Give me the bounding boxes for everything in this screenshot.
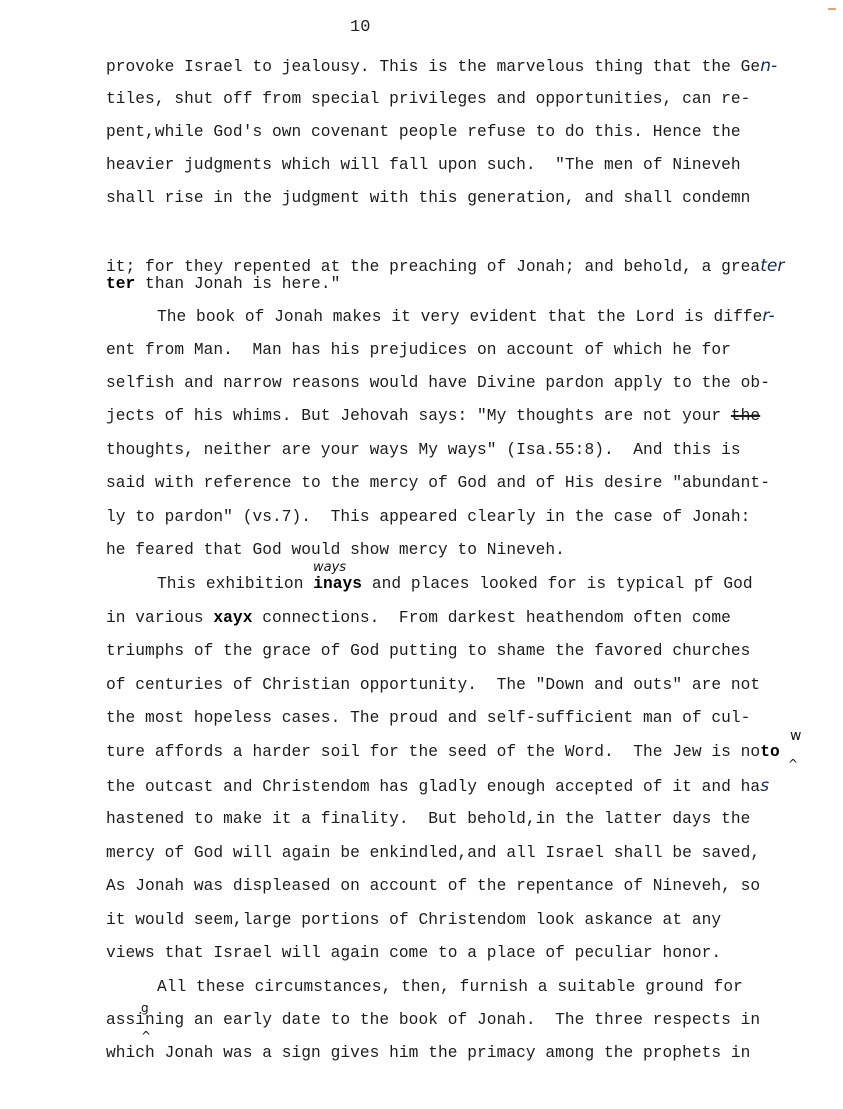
handwritten-insert-w: w	[790, 728, 802, 744]
text-line	[106, 56, 777, 77]
text-line	[106, 675, 760, 695]
typed-text: assining an early date to the book of Jonah. The three respects in	[106, 1011, 761, 1029]
text-line	[157, 574, 753, 594]
typed-text: The book of Jonah makes it very evident that the Lord is diffe	[157, 308, 763, 326]
typed-text: selfish and narrow reasons would have Divine pardon apply to the ob-	[106, 374, 770, 392]
overtyped-word: ter	[106, 275, 136, 293]
text-line	[106, 440, 741, 460]
typed-text: connections. From darkest heathendom often come	[252, 609, 731, 627]
text-line	[106, 507, 750, 527]
typed-text: pent,while God's own covenant people refuse to do this. Hence the	[106, 123, 741, 141]
typed-text: shall rise in the judgment with this generation, and shall condemn	[106, 189, 751, 207]
text-line	[106, 406, 760, 426]
struck-out-word: the	[730, 407, 761, 425]
insertion-caret: ^	[788, 757, 799, 771]
text-line	[106, 274, 340, 294]
overtyped-word: to	[760, 743, 780, 761]
text-line	[106, 943, 721, 963]
typed-text: the most hopeless cases. The proud and self-sufficient man of cul-	[106, 709, 751, 727]
text-line	[106, 340, 731, 360]
page-number: 10	[350, 18, 371, 37]
text-line	[106, 843, 760, 863]
typed-text: As Jonah was displeased on account of the repentance of Nineveh, so	[106, 877, 761, 895]
handwritten-correction: r-	[762, 306, 775, 326]
handwritten-insert-g: g	[141, 1001, 149, 1015]
typed-text: jects of his whims. But Jehovah says: "My thoughts are not your	[106, 407, 731, 425]
text-line	[106, 89, 750, 109]
typed-text: hastened to make it a finality. But behold,in the latter days the	[106, 810, 751, 828]
typed-text: triumphs of the grace of God putting to shame the favored churches	[106, 642, 751, 660]
insertion-caret: ^	[141, 1029, 152, 1043]
text-line	[106, 188, 750, 208]
handwritten-correction: n-	[760, 56, 778, 76]
text-line	[157, 306, 775, 327]
typed-text: ly to pardon" (vs.7). This appeared clearly in the case of Jonah:	[106, 508, 751, 526]
typed-text: he feared that God would show mercy to Nineveh.	[106, 541, 565, 559]
text-line	[106, 373, 770, 393]
typed-text: which Jonah was a sign gives him the primacy among the prophets in	[106, 1044, 751, 1062]
typed-text: thoughts, neither are your ways My ways" (Isa.55:8). And this is	[106, 441, 741, 459]
text-line	[106, 776, 769, 797]
typed-text: in various	[106, 609, 214, 627]
typed-text: it would seem,large portions of Christendom look askance at any	[106, 911, 722, 929]
typed-text: mercy of God will again be enkindled,and all Israel shall be saved,	[106, 844, 761, 862]
handwritten-correction: ter	[760, 256, 785, 276]
typed-text: than Jonah is here."	[135, 275, 341, 293]
text-line	[106, 1043, 750, 1063]
overtyped-word: xayx	[213, 609, 253, 627]
typed-text: ent from Man. Man has his prejudices on account of which he for	[106, 341, 731, 359]
typed-text: This exhibition	[157, 575, 314, 593]
scan-mark	[828, 8, 836, 10]
text-line	[106, 155, 741, 175]
text-line	[106, 540, 565, 560]
handwritten-correction: s	[760, 776, 770, 796]
text-line	[106, 641, 750, 661]
text-line	[106, 608, 731, 628]
typed-text: tiles, shut off from special privileges and opportunities, can re-	[106, 90, 751, 108]
text-line	[106, 876, 760, 896]
text-line	[157, 977, 743, 997]
typed-text: it; for they repented at the preaching of Jonah; and behold, a grea	[106, 258, 761, 276]
text-line	[106, 122, 741, 142]
typed-text: said with reference to the mercy of God and of His desire "abundant-	[106, 474, 770, 492]
typed-text: provoke Israel to jealousy. This is the marvelous thing that the Ge	[106, 58, 761, 76]
text-line	[106, 910, 721, 930]
typed-text: the outcast and Christendom has gladly enough accepted of it and ha	[106, 778, 761, 796]
typed-text: of centuries of Christian opportunity. The "Down and outs" are not	[106, 676, 761, 694]
typed-text: heavier judgments which will fall upon such. "The men of Nineveh	[106, 156, 741, 174]
typed-text: ture affords a harder soil for the seed of the Word. The Jew is no	[106, 743, 761, 761]
typed-text: views that Israel will again come to a place of peculiar honor.	[106, 944, 722, 962]
text-line	[106, 708, 750, 728]
text-line	[106, 809, 750, 829]
text-line	[106, 1010, 760, 1030]
typed-text: and places looked for is typical pf God	[362, 575, 753, 593]
handwritten-insert-ways: ways	[313, 560, 347, 575]
text-line	[106, 742, 780, 762]
overtyped-word: inays	[313, 575, 363, 593]
text-line	[106, 473, 770, 493]
typed-text: All these circumstances, then, furnish a suitable ground for	[157, 978, 743, 996]
